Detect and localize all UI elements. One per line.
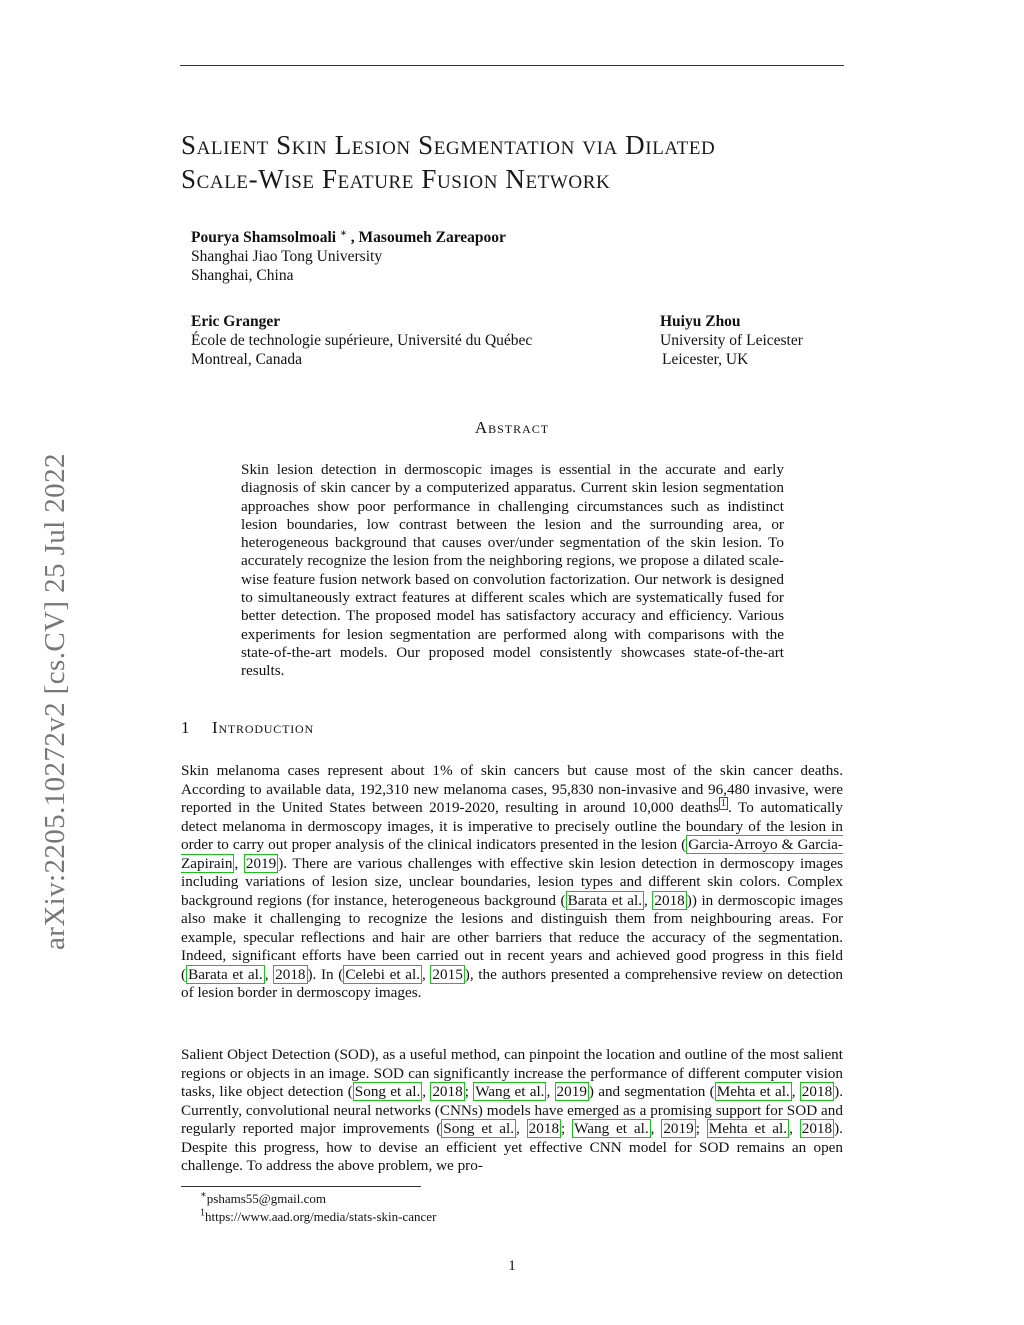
paragraph-text: ), the authors presented a comprehensive review on detection of lesion border in dermoscopy images. bbox=[181, 965, 844, 1001]
citation-link[interactable]: Wang et al. bbox=[475, 1083, 545, 1100]
paragraph-text: )) in dermoscopic images also make it challenging to recognize the lesions and distinguish them from neighbouring areas. For example, specular reflections and hair are other barriers that reduce the accuracy of the segmentation. Indeed, significant efforts have been carried out in recent years and achieved good progress in this field ( bbox=[181, 891, 843, 983]
footnote-rule bbox=[181, 1186, 421, 1187]
footnote-link-text[interactable]: https://www.aad.org/media/stats-skin-cancer bbox=[205, 1209, 437, 1224]
citation-year-link[interactable]: 2015 bbox=[432, 965, 463, 983]
paragraph-text: ). Despite this progress, how to devise an efficient yet effective CNN model for SOD remains an open challenge. To address the above problem, we pro- bbox=[181, 1120, 843, 1174]
paragraph-text: ). There are various challenges with effective skin lesion detection in dermoscopy images including variations of lesion size, unclear boundaries, lesion types and different skin colors. Complex background regions (for instance, heterogeneous background ( bbox=[181, 854, 843, 909]
paragraph-text: Skin melanoma cases represent about 1% of skin cancers but cause most of the skin cancer deaths. According to available data, 192,310 new melanoma cases, 95,830 non-invasive and 96,480 invasive, were reported in the United States between 2019-2020, resulting in around 10,000 deaths bbox=[181, 762, 843, 816]
section-heading bbox=[181, 718, 314, 738]
footnote-marker: ∗ bbox=[200, 1189, 207, 1201]
author-block-2 bbox=[191, 312, 532, 369]
author-name-3: Huiyu Zhou bbox=[660, 313, 741, 330]
header-rule bbox=[180, 65, 844, 66]
abstract-heading: Abstract bbox=[474, 418, 550, 437]
title-line-1: Salient Skin Lesion Segmentation via Dilated bbox=[181, 130, 716, 160]
citation-link[interactable]: Barata et al. bbox=[188, 965, 263, 983]
abstract-text: Skin lesion detection in dermoscopic images is essential in the accurate and early diagnosis of skin cancer by a computerized apparatus. Current skin lesion segmentation approaches show poor performance in challenging circumstances such as indistinct lesion boundaries, low contrast between the lesion and the surrounding area, or heterogeneous background that causes over/under segmentation of the skin lesion. To accurately recognize the lesion from the neighboring regions, we propose a dilated scale-wise feature fusion network based on convolution factorization. Our network is designed to simultaneously extract features at different scales which are systematically fused for better detection. The proposed model has satisfactory accuracy and efficiency. Various experiments for lesion segmentation are performed along with comparisons with the state-of-the-art models. Our proposed model consistently showcases state-of-the-art results. bbox=[241, 461, 784, 680]
citation-year-link[interactable]: 2019 bbox=[663, 1120, 694, 1137]
citation-link[interactable]: Mehta et al. bbox=[716, 1083, 790, 1100]
paragraph-text: ). Currently, convolutional neural networks (CNNs) models have emerged as a promising support for SOD and regularly reported major improvements ( bbox=[181, 1083, 844, 1137]
citation-year-link[interactable]: 2018 bbox=[432, 1083, 463, 1100]
citation-year-link[interactable]: 2019 bbox=[245, 854, 277, 872]
citation-link[interactable]: Celebi et al. bbox=[345, 965, 420, 983]
author-affiliation-2: École de technologie supérieure, Université du Québec bbox=[191, 332, 533, 349]
author-names-1 bbox=[191, 228, 506, 247]
citation-link[interactable]: Wang et al. bbox=[574, 1120, 649, 1137]
arxiv-stamp: arXiv:2205.10272v2 [cs.CV] 25 Jul 2022 bbox=[39, 453, 71, 950]
intro-paragraph-1: Skin melanoma cases represent about 1% of skin cancers but cause most of the skin cancer deaths. According to available data, 192,310 new melanoma cases, 95,830 non-invasive and 96,480 invasive, were reported in the United States between 2019-2020, resulting in around 10,000 deaths $^1$ . To automatically detect melanoma in dermoscopy images, it is imperative to precisely outline the boundary of the lesion in order to carry out proper analysis of the clinical indicators presented in the lesion ( Garcia-Arroyo & Garcia-Zapirain , 2019 ). There are various challenges with effective skin lesion detection in dermoscopy images including variations of lesion size, unclear boundaries, lesion types and different skin colors. Complex background regions (for instance, heterogeneous background ( Barata et al. , 2018 )) in dermoscopic images also make it challenging to recognize the lesions and distinguish them from neighbouring areas. For example, specular reflections and hair are other barriers that reduce the accuracy of the segmentation. Indeed, significant efforts have been carried out in recent years and achieved good progress in this field ( Barata et al. , 2018 ). In ( Celebi et al. , 2015 ), the authors presented a comprehensive review on detection of lesion border in dermoscopy images. bbox=[181, 762, 844, 1001]
author-location-1: Shanghai, China bbox=[191, 267, 294, 284]
author-affiliation-3: University of Leicester bbox=[660, 332, 803, 349]
intro-paragraph-2: Salient Object Detection (SOD), as a useful method, can pinpoint the location and outline of the most salient regions or objects in an image. SOD can significantly increase the performance of different computer vision tasks, like object detection ( Song et al. , 2018 ; Wang et al. , 2019 ) and segmentation ( Mehta et al. , 2018 ). Currently, convolutional neural networks (CNNs) models have emerged as a promising support for SOD and regularly reported major improvements ( Song et al. , 2018 ; Wang et al. , 2019 ; Mehta et al. , 2018 ). Despite this progress, how to devise an efficient yet effective CNN model for SOD remains an open challenge. To address the above problem, we pro- bbox=[181, 1046, 844, 1174]
citation-link[interactable]: Song et al. bbox=[443, 1120, 514, 1137]
author-footnote-marker[interactable]: ∗ bbox=[339, 227, 347, 239]
paragraph-text: Salient Object Detection (SOD), as a useful method, can pinpoint the location and outline of the most salient regions or objects in an image. SOD can significantly increase the performance of different computer vision tasks, like object detection ( bbox=[181, 1046, 843, 1100]
citation-link[interactable]: Garcia-Arroyo & Garcia-Zapirain bbox=[181, 836, 843, 872]
page-number: 1 bbox=[508, 1258, 516, 1274]
paragraph-text: ) and segmentation ( bbox=[588, 1083, 715, 1100]
paper-title bbox=[181, 128, 861, 196]
citation-link[interactable]: Mehta et al. bbox=[708, 1120, 788, 1137]
section-title: Introduction bbox=[212, 718, 314, 737]
author-name: , Masoumeh Zareapoor bbox=[350, 229, 506, 246]
footnote-email bbox=[200, 1190, 326, 1207]
footnote-link[interactable]: 1 bbox=[721, 797, 726, 809]
footnote-text: pshams55@gmail.com bbox=[206, 1191, 327, 1206]
citation-year-link[interactable]: 2018 bbox=[275, 965, 306, 983]
author-name-2: Eric Granger bbox=[191, 313, 281, 330]
paragraph-text: . To automatically detect melanoma in dermoscopy images, it is imperative to precisely outline the boundary of the lesion in order to carry out proper analysis of the clinical indicators presented in the lesion ( bbox=[181, 799, 843, 853]
footnote-marker: 1 bbox=[200, 1207, 205, 1219]
citation-link[interactable]: Song et al. bbox=[354, 1083, 421, 1100]
citation-year-link[interactable]: 2018 bbox=[801, 1120, 833, 1137]
author-block-3 bbox=[660, 312, 803, 369]
author-block-1 bbox=[191, 228, 506, 285]
author-location-3: Leicester, UK bbox=[662, 351, 749, 368]
author-location-2: Montreal, Canada bbox=[191, 351, 303, 368]
citation-link[interactable]: Barata et al. bbox=[567, 891, 643, 909]
citation-year-link[interactable]: 2019 bbox=[556, 1083, 587, 1100]
title-line-2: Scale-Wise Feature Fusion Network bbox=[181, 164, 611, 194]
citation-year-link[interactable]: 2018 bbox=[528, 1120, 560, 1137]
author-name: Pourya Shamsolmoali bbox=[191, 229, 337, 246]
citation-year-link[interactable]: 2018 bbox=[801, 1083, 833, 1100]
citation-year-link[interactable]: 2018 bbox=[654, 891, 685, 909]
section-number: 1 bbox=[181, 718, 191, 737]
paragraph-text: ). In ( bbox=[307, 965, 344, 983]
footnote-url bbox=[200, 1208, 436, 1225]
author-affiliation-1: Shanghai Jiao Tong University bbox=[191, 248, 383, 265]
